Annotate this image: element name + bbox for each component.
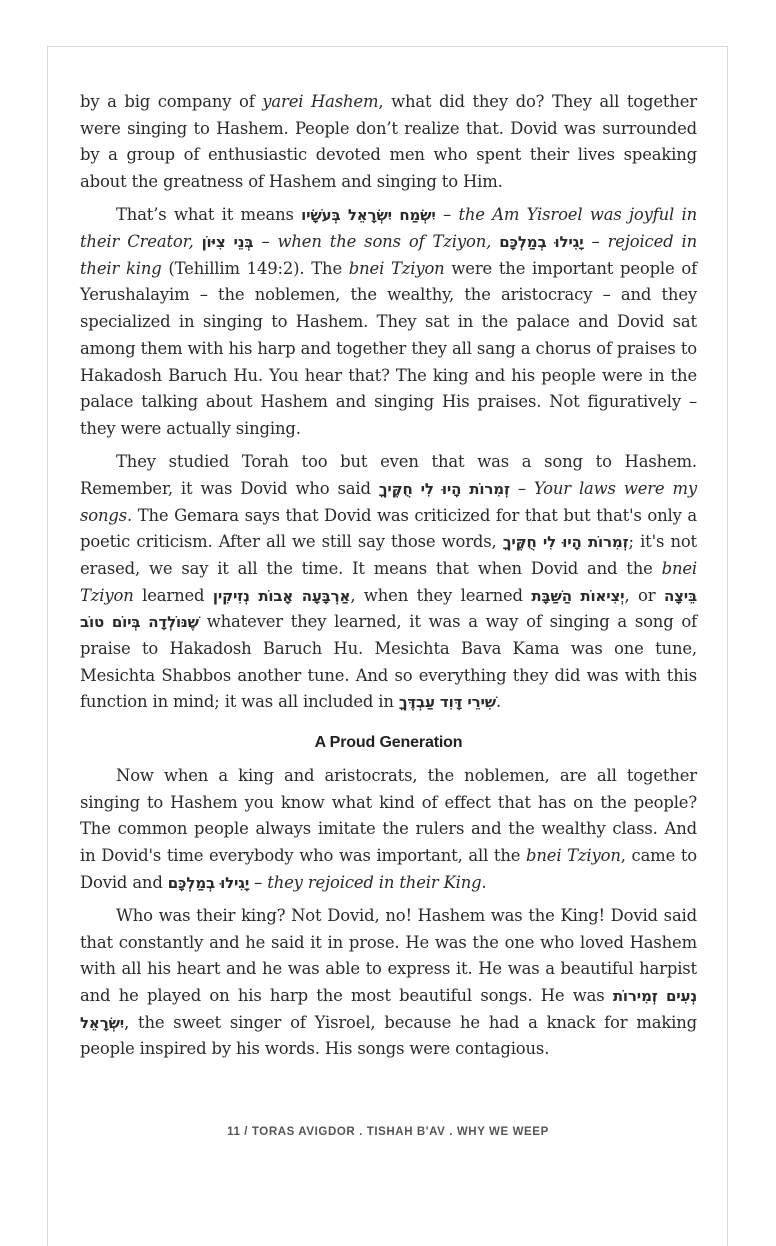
body-section-2	[80, 763, 697, 1063]
italic-text: bnei Tziyon	[348, 258, 445, 278]
text-run: ; it's not erased, we say it all the time. It means that when Dovid and the	[80, 532, 697, 578]
hebrew-quote: בְּנֵי צִיּוֹן	[201, 233, 254, 252]
hebrew-quote: בֵּיצָה שֶׁנּוֹלְדָה בְּיוֹם טוֹב	[80, 586, 697, 632]
text-run: whatever they learned, it was a way of singing a song of praise to Hakadosh Baruch Hu. Mesichta Bava Kama was one tune, Mesichta Shabbos another tune. And so everything they did was with this function in mind; it was all included in	[80, 612, 698, 712]
paragraph	[80, 763, 697, 897]
text-run: Now when a king and aristocrats, the noblemen, are all together singing to Hashem you know what kind of effect that has on the people? The common people always imitate the rulers and the wealthy class. And in Dovid's time everybody who was important, all the	[80, 765, 697, 865]
paragraph	[80, 449, 697, 716]
text-run: by a big company of	[80, 92, 263, 111]
text-run: They studied Torah too but even that was a song to Hashem. Remember, it was Dovid who said	[80, 452, 697, 498]
hebrew-quote: יִשְׂמַח יִשְׂרָאֵל בְּעֹשָׂיו	[301, 206, 436, 225]
text-run: That’s what it means	[116, 205, 302, 225]
text-run: , or	[624, 585, 664, 605]
text-run: . The Gemara says that Dovid was criticized for that but that's only a poetic criticism. After all we still say those words,	[80, 505, 697, 552]
text-run: , the sweet singer of Yisroel, because he had a knack for making people inspired by his words. His songs were contagious.	[80, 1012, 697, 1059]
italic-text: – they rejoiced in their King.	[249, 872, 487, 892]
text-run: were the important people of Yerushalayim – the noblemen, the wealthy, the aristocracy – and they specialized in singing to Hashem. They sat in the palace and Dovid sat among them with his harp and together they all sang a chorus of praises to Hakadosh Baruch Hu. You hear that? The king and his people were in the palace talking about Hashem and singing His praises. Not figuratively – they were actually singing.	[80, 258, 698, 438]
paragraph	[80, 89, 697, 196]
italic-text: bnei Tziyon	[80, 558, 697, 605]
italic-text: – Your laws were my songs	[80, 478, 697, 525]
hebrew-quote: יָגִילוּ בְמַלְכָּם	[499, 233, 584, 252]
italic-text: yarei Hashem	[262, 92, 379, 111]
page-footer: 11 / TORAS AVIGDOR . TISHAH B'AV . WHY WE WEEP	[227, 1126, 549, 1138]
hebrew-quote: שִׁירֵי דָּוִד עַבְדֶּךָ	[398, 693, 496, 712]
text-run: , when they learned	[350, 585, 532, 605]
text-run: Who was their king? Not Dovid, no! Hashem was the King! Dovid said that constantly and he said it in prose. He was the one who loved Hashem with all his heart and he was able to express it. He was a beautiful harpist and he played on his harp the most beautiful songs. He was	[80, 905, 697, 1005]
text-column	[80, 89, 697, 1070]
hebrew-quote: אַרְבָּעָה אָבוֹת נְזִיקִין	[212, 586, 351, 605]
hebrew-quote: זְמִרוֹת הָיוּ לִי חֻקֶּיךָ	[502, 533, 629, 552]
paragraph	[80, 202, 697, 442]
italic-text: – the Am Yisroel was joyful in their Creator,	[80, 205, 697, 252]
text-run: (Tehillim 149:2). The	[161, 258, 349, 278]
text-run: learned	[133, 585, 213, 605]
section-heading: A Proud Generation	[314, 734, 463, 752]
text-run: , what did they do? They all together were singing to Hashem. People don’t realize that. Dovid was surrounded by a group of enthusiastic devoted men who spent their lives speaking about the greatness of Hashem and singing to Him.	[80, 92, 697, 192]
text-run: .	[495, 692, 502, 712]
hebrew-quote: יְצִיאוֹת הַשַּׁבָּת	[531, 586, 625, 605]
italic-text: – when the sons of Tziyon,	[253, 232, 500, 252]
body-section-1	[80, 89, 697, 716]
italic-text: – rejoiced in their king	[80, 232, 698, 278]
paragraph	[80, 903, 697, 1063]
hebrew-quote: נְעִים זְמִירוֹת יִשְׂרָאֵל	[80, 987, 697, 1032]
hebrew-quote: זְמִרוֹת הָיוּ לִי חֻקֶּיךָ	[378, 479, 510, 498]
text-run: , came to Dovid and	[80, 845, 698, 892]
italic-text: bnei Tziyon	[526, 845, 621, 865]
hebrew-quote: יָגִילוּ בְמַלְכָּם	[167, 873, 250, 892]
